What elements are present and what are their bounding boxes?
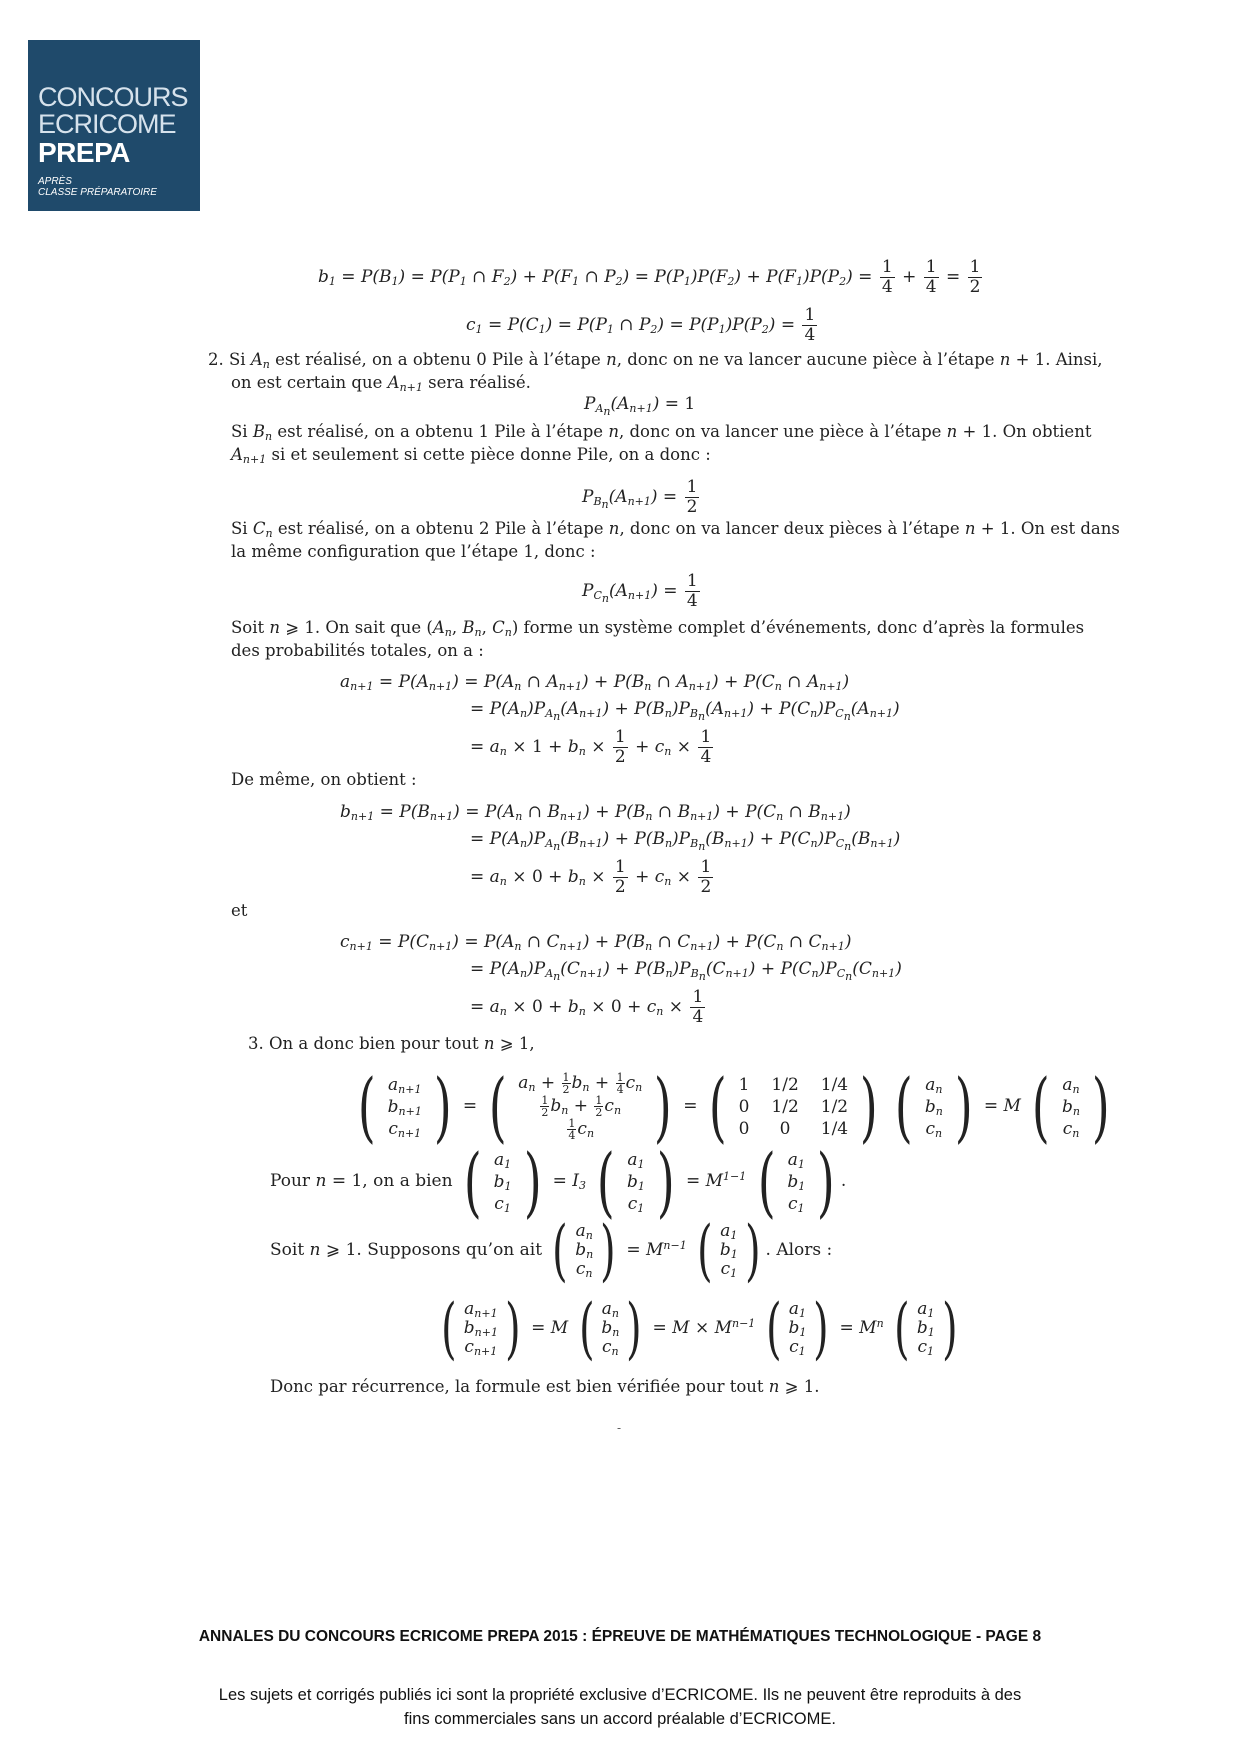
equation-cn1-line1: $c_{n+1} = P(C_{n+1}) = P(A_n$ ∩ $C_{n+1}) + P(B_n$ ∩ $C_{n+1}) + P(C_n$ ∩ $C_{n+1}$) (340, 932, 852, 953)
equation-an1-line2: = $P(A_n)P_{A_n}(A_{n+1}) + P(B_n)P_{B_n}(A_{n+1}) + P(C_n)P_{C_n}(A_{n+1})$ (470, 699, 900, 723)
footer-notice-line2: fins commerciales sans un accord préalable d’ECRICOME. (404, 1710, 836, 1728)
equation-an1-line3: = $a_n \times 1 + b_n$ × $\frac{1}{2}$ + $c_n$ × $\frac{1}{4}$ (470, 727, 712, 767)
equation-bn1-line2: = $P(A_n)P_{A_n}(B_{n+1}) + P(B_n)P_{B_n}(B_{n+1}) + P(C_n)P_{C_n}(B_{n+1})$ (470, 829, 901, 853)
soit-line2: des probabilités totales, on a : (231, 641, 484, 660)
equation-soit-hypothese: Soit n ⩾ 1. Supposons qu’on ait ( $a_n$ $b_n$ $c_n$ ) = $M^{n-1}$ ( $a_1$ $b_1$ $c_1$ ) . Alors : (270, 1212, 833, 1289)
equation-pcn: $P_{C_n}(A_{n+1})$ = $\frac{1}{4}$ (582, 571, 698, 611)
footer-notice-line1: Les sujets et corrigés publiés ici sont la propriété exclusive d’ECRICOME. Ils ne peuvent être reproduits à des (218, 1686, 1022, 1704)
equation-b1: $b_1 = P(B_1) = P(P_1$ ∩ $F_2) + P(F_1$ ∩ $P_2) = P(P_1)P(F_2) + P(F_1)P(P_2)$ = $\frac{1}{4}$ + $\frac{1}{4}$ = $\frac{1}{2}$ (318, 257, 981, 297)
equation-pbn: $P_{B_n}(A_{n+1})$ = $\frac{1}{2}$ (582, 477, 698, 517)
conclusion-line: Donc par récurrence, la formule est bien vérifiée pour tout n ⩾ 1. (270, 1377, 820, 1396)
et-label: et (231, 901, 248, 920)
item3-line1: 3. On a donc bien pour tout n ⩾ 1, (248, 1034, 535, 1053)
footer-notice (0, 1683, 1240, 1731)
logo-line-apres: APRÈS CLASSE PRÉPARATOIRE (38, 176, 157, 198)
equation-cn1-line3: = $a_n \times 0 + b_n \times 0 + c_n$ × $\frac{1}{4}$ (470, 987, 704, 1027)
logo-line-concours: CONCOURS (38, 82, 188, 112)
item2-line2: on est certain que $A_{n+1}$ sera réalisé. (231, 373, 531, 394)
equation-an1-line1: $a_{n+1} = P(A_{n+1}) = P(A_n$ ∩ $A_{n+1}) + P(B_n$ ∩ $A_{n+1}) + P(C_n$ ∩ $A_{n+1}$) (340, 672, 850, 693)
logo-line-ecricome: ECRICOME (38, 109, 176, 139)
equation-c1: $c_1 = P(C_1) = P(P_1$ ∩ $P_2) = P(P_1)P(P_2)$ = $\frac{1}{4}$ (466, 305, 816, 345)
equation-bn1-line1: $b_{n+1} = P(B_{n+1}) = P(A_n$ ∩ $B_{n+1}) + P(B_n$ ∩ $B_{n+1}) + P(C_n$ ∩ $B_{n+1}$) (340, 802, 851, 823)
equation-matrix-system: ( $a_{n+1}$ $b_{n+1}$ $c_{n+1}$ ) = ( $a_n$ + $\frac{1}{2}$ $b_n$ + $\frac{1}{4}$ $c_n$ $\frac{1}{2}$ $b_n$ + $\frac{1}{2}$ $c_n$ $\frac{1}{4}$ $c_n$ ) = ( 1 1/2 1/4 0 1/2 1/2 0 0 1/4 ) ( $a_n$ $b_n$ $c_n$ ) = M ( $a_n$ $b_n$ $c_n$ ) (357, 1062, 1110, 1151)
de-meme: De même, on obtient : (231, 770, 417, 789)
bn-line1: Si $B_n$ est réalisé, on a obtenu 1 Pile à l’étape n, donc on va lancer une pièce à l’étape n + 1. On obtient (231, 422, 1092, 443)
equation-pan: $P_{A_n}(A_{n+1}) = 1$ (584, 394, 696, 418)
equation-cn1-line2: = $P(A_n)P_{A_n}(C_{n+1}) + P(B_n)P_{B_n}(C_{n+1}) + P(C_n)P_{C_n}(C_{n+1})$ (470, 959, 902, 983)
cn-line1: Si $C_n$ est réalisé, on a obtenu 2 Pile à l’étape n, donc on va lancer deux pièces à l’étape n + 1. On est dans (231, 519, 1120, 540)
bn-line2: $A_{n+1}$ si et seulement si cette pièce donne Pile, on a donc : (231, 445, 711, 466)
page-dash: - (617, 1421, 622, 1435)
equation-pour-n1: Pour n = 1, on a bien ( $a_1$ $b_1$ $c_1$ ) = $I_3$ ( $a_1$ $b_1$ $c_1$ ) = $M^{1-1}$ ( $a_1$ $b_1$ $c_1$ ) . (270, 1137, 847, 1226)
item2-line1: 2. Si $A_n$ est réalisé, on a obtenu 0 Pile à l’étape n, donc on ne va lancer aucune pièce à l’étape n + 1. Ainsi, (208, 350, 1103, 371)
cn-line2: la même configuration que l’étape 1, donc : (231, 542, 596, 561)
logo-line-prepa: PREPA (38, 137, 130, 168)
footer-title: ANNALES DU CONCOURS ECRICOME PREPA 2015 : ÉPREUVE DE MATHÉMATIQUES TECHNOLOGIQUE - PAGE 8 (198, 1628, 1042, 1645)
equation-bn1-line3: = $a_n \times 0 + b_n$ × $\frac{1}{2}$ + $c_n$ × $\frac{1}{2}$ (470, 857, 712, 897)
ecricome-logo (28, 40, 200, 211)
soit-line1: Soit n ⩾ 1. On sait que ($A_n$, $B_n$, $C_n$) forme un système complet d’événements, donc d’après la formules (231, 618, 1085, 639)
equation-recurrence: ( $a_{n+1}$ $b_{n+1}$ $c_{n+1}$ ) = M ( $a_n$ $b_n$ $c_n$ ) = $M \times M^{n-1}$ ( $a_1$ $b_1$ $c_1$ ) = $M^n$ ( $a_1$ $b_1$ $c_1$ ) (441, 1290, 958, 1367)
